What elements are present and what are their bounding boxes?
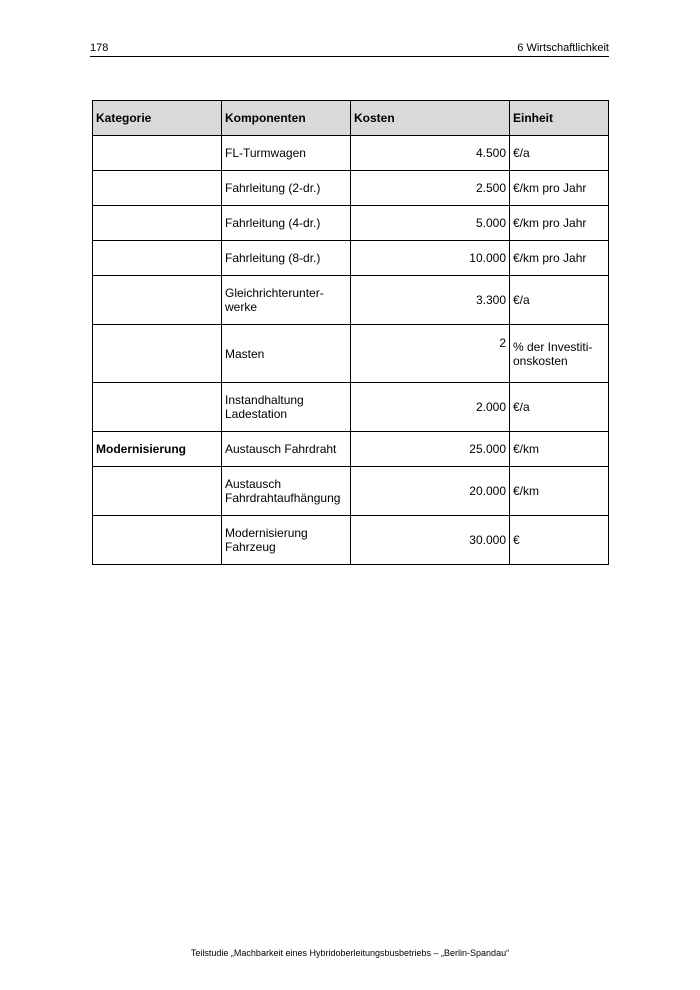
cell-komponenten: Gleichrichterunter-werke [222,276,351,325]
table-header-row [93,101,609,136]
table-row [93,383,609,432]
cell-komponenten: Modernisierung Fahrzeug [222,516,351,565]
header-kosten: Kosten [351,101,510,136]
cell-kategorie [93,276,222,325]
cell-kategorie: Modernisierung [93,432,222,467]
cell-komponenten: Austausch Fahrdraht [222,432,351,467]
cell-kategorie [93,516,222,565]
cell-einheit: €/a [510,383,609,432]
table-row [93,206,609,241]
cell-kosten: 30.000 [351,516,510,565]
cell-kosten: 4.500 [351,136,510,171]
table-row [93,325,609,383]
cell-kategorie [93,467,222,516]
cell-kosten: 3.300 [351,276,510,325]
cell-einheit: €/km pro Jahr [510,171,609,206]
cell-einheit: €/km pro Jahr [510,241,609,276]
header-kategorie: Kategorie [93,101,222,136]
cell-kosten: 5.000 [351,206,510,241]
chapter-title: 6 Wirtschaftlichkeit [517,42,609,54]
table-row [93,241,609,276]
cell-kategorie [93,325,222,383]
cell-einheit: €/a [510,276,609,325]
header-komponenten: Komponenten [222,101,351,136]
cell-komponenten: Fahrleitung (4-dr.) [222,206,351,241]
table-row [93,516,609,565]
cell-einheit: €/km pro Jahr [510,206,609,241]
cell-einheit: €/km [510,467,609,516]
cell-komponenten: Fahrleitung (2-dr.) [222,171,351,206]
cell-komponenten: Instandhaltung Ladestation [222,383,351,432]
cell-kategorie [93,136,222,171]
cell-komponenten: FL-Turmwagen [222,136,351,171]
cell-kosten: 2 [351,325,510,383]
cell-einheit: % der Investiti-onskosten [510,325,609,383]
cell-kosten: 10.000 [351,241,510,276]
cell-kosten: 2.500 [351,171,510,206]
cell-kosten: 25.000 [351,432,510,467]
cell-einheit: €/km [510,432,609,467]
cell-kosten: 2.000 [351,383,510,432]
page-number: 178 [90,42,109,54]
cost-table [92,100,609,565]
table-row [93,136,609,171]
page-header [90,42,609,57]
table-row [93,276,609,325]
table-row [93,467,609,516]
cell-einheit: €/a [510,136,609,171]
table-row [93,171,609,206]
cell-kosten: 20.000 [351,467,510,516]
cell-komponenten: Fahrleitung (8-dr.) [222,241,351,276]
cell-kategorie [93,241,222,276]
cell-kategorie [93,171,222,206]
cell-kategorie [93,383,222,432]
cell-komponenten: Austausch Fahrdrahtaufhängung [222,467,351,516]
page-footer: Teilstudie „Machbarkeit eines Hybridoberleitungsbusbetriebs – „Berlin-Spandau“ [190,948,510,958]
cell-einheit: € [510,516,609,565]
header-einheit: Einheit [510,101,609,136]
cell-komponenten: Masten [222,325,351,383]
cell-kategorie [93,206,222,241]
table-row [93,432,609,467]
